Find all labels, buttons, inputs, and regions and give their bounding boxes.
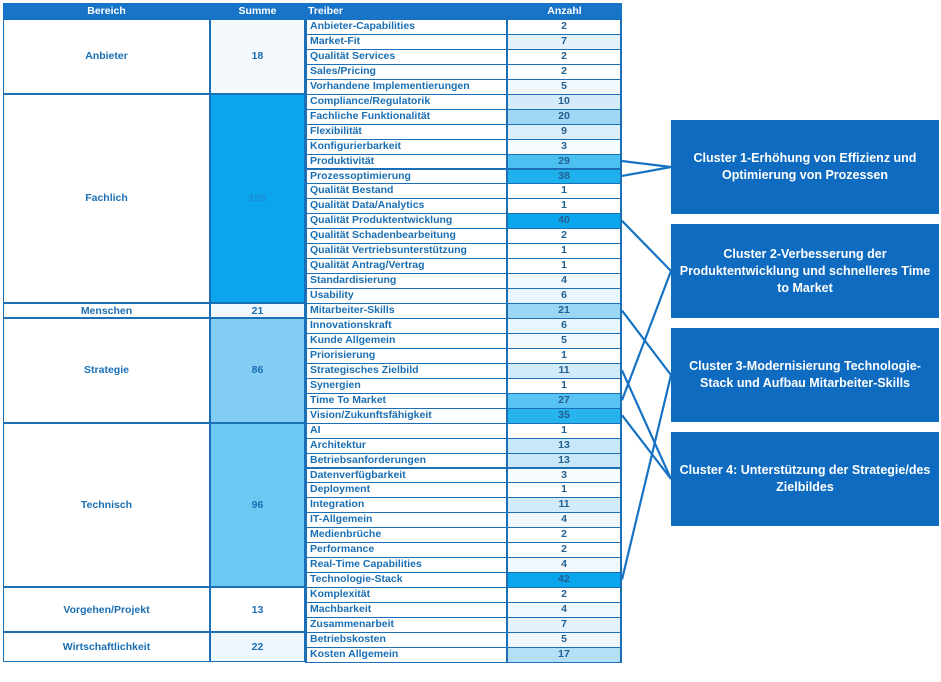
driver-name-cell: Strategisches Zielbild bbox=[305, 363, 507, 379]
driver-name-cell: Deployment bbox=[305, 482, 507, 498]
driver-name-cell: Produktivität bbox=[305, 154, 507, 170]
driver-count-cell: 2 bbox=[507, 64, 622, 80]
group-label: Technisch bbox=[80, 498, 133, 511]
driver-name-cell: IT-Allgemein bbox=[305, 512, 507, 528]
driver-name-cell: Priorisierung bbox=[305, 348, 507, 364]
connector-line bbox=[622, 221, 671, 271]
driver-name-cell: Anbieter-Capabilities bbox=[305, 19, 507, 35]
driver-name-cell: Kosten Allgemein bbox=[305, 647, 507, 663]
driver-name-cell: AI bbox=[305, 423, 507, 439]
driver-count-cell: 1 bbox=[507, 348, 622, 364]
group-label: Menschen bbox=[80, 304, 133, 317]
group-label: Wirtschaftlichkeit bbox=[62, 640, 151, 653]
driver-name-cell: Qualität Vertriebsunterstützung bbox=[305, 243, 507, 259]
driver-count-cell: 1 bbox=[507, 378, 622, 394]
driver-name-cell: Time To Market bbox=[305, 393, 507, 409]
group-label: Fachlich bbox=[85, 192, 128, 205]
driver-name-cell: Machbarkeit bbox=[305, 602, 507, 618]
connector-line bbox=[622, 161, 671, 167]
connector-line bbox=[622, 271, 671, 400]
group-sum-value: 96 bbox=[251, 498, 264, 511]
driver-name-cell: Usability bbox=[305, 288, 507, 304]
header-summe: Summe bbox=[238, 5, 277, 17]
cluster-label: Cluster 4: Unterstützung der Strategie/des Zielbildes bbox=[679, 463, 931, 494]
driver-count-cell: 1 bbox=[507, 258, 622, 274]
driver-count-cell: 7 bbox=[507, 34, 622, 50]
driver-name-cell: Betriebskosten bbox=[305, 632, 507, 648]
group-sum-value: 86 bbox=[251, 364, 264, 377]
connector-line bbox=[622, 311, 671, 375]
cluster-box-2 bbox=[671, 224, 939, 318]
driver-name-cell: Betriebsanforderungen bbox=[305, 453, 507, 469]
driver-name-cell: Vorhandene Implementierungen bbox=[305, 79, 507, 95]
driver-count-cell: 2 bbox=[507, 542, 622, 558]
driver-name-cell: Real-Time Capabilities bbox=[305, 557, 507, 573]
driver-count-cell: 2 bbox=[507, 19, 622, 35]
driver-count-cell: 3 bbox=[507, 139, 622, 155]
driver-name-cell: Flexibilität bbox=[305, 124, 507, 140]
driver-count-cell: 40 bbox=[507, 213, 622, 229]
driver-name-cell: Synergien bbox=[305, 378, 507, 394]
driver-count-cell: 1 bbox=[507, 243, 622, 259]
header-treiber: Treiber bbox=[308, 5, 344, 17]
driver-count-cell: 9 bbox=[507, 124, 622, 140]
driver-count-cell: 1 bbox=[507, 183, 622, 199]
driver-count-cell: 1 bbox=[507, 198, 622, 214]
driver-count-cell: 1 bbox=[507, 423, 622, 439]
driver-count-cell: 38 bbox=[507, 169, 622, 185]
driver-name-cell: Zusammenarbeit bbox=[305, 617, 507, 633]
driver-count-cell: 6 bbox=[507, 318, 622, 334]
driver-name-cell: Qualität Data/Analytics bbox=[305, 198, 507, 214]
driver-count-cell: 29 bbox=[507, 154, 622, 170]
cluster-label: Cluster 1-Erhöhung von Effizienz und Optimierung von Prozessen bbox=[693, 151, 917, 182]
group-label: Anbieter bbox=[85, 50, 128, 63]
driver-name-cell: Medienbrüche bbox=[305, 527, 507, 543]
driver-name-cell: Innovationskraft bbox=[305, 318, 507, 334]
driver-count-cell: 11 bbox=[507, 363, 622, 379]
driver-count-cell: 42 bbox=[507, 572, 622, 588]
driver-count-cell: 35 bbox=[507, 408, 622, 424]
driver-name-cell: Prozessoptimierung bbox=[305, 169, 507, 185]
driver-name-cell: Datenverfügbarkeit bbox=[305, 468, 507, 484]
driver-name-cell: Qualität Schadenbearbeitung bbox=[305, 228, 507, 244]
driver-name-cell: Mitarbeiter-Skills bbox=[305, 303, 507, 319]
driver-name-cell: Fachliche Funktionalität bbox=[305, 109, 507, 125]
driver-name-cell: Sales/Pricing bbox=[305, 64, 507, 80]
driver-count-cell: 6 bbox=[507, 288, 622, 304]
group-sum-value: 13 bbox=[251, 603, 264, 616]
cluster-label: Cluster 2-Verbesserung der Produktentwicklung und schnelleres Time to Market bbox=[679, 246, 931, 295]
driver-count-cell: 10 bbox=[507, 94, 622, 110]
driver-name-cell: Kunde Allgemein bbox=[305, 333, 507, 349]
driver-count-cell: 1 bbox=[507, 482, 622, 498]
driver-count-cell: 4 bbox=[507, 273, 622, 289]
group-sum-value: 22 bbox=[251, 640, 264, 653]
cluster-box-4 bbox=[671, 432, 939, 526]
driver-count-cell: 3 bbox=[507, 468, 622, 484]
driver-name-cell: Integration bbox=[305, 497, 507, 513]
driver-name-cell: Qualität Produktentwicklung bbox=[305, 213, 507, 229]
driver-name-cell: Komplexität bbox=[305, 587, 507, 603]
driver-count-cell: 5 bbox=[507, 79, 622, 95]
connector-line bbox=[622, 375, 671, 580]
driver-name-cell: Vision/Zukunftsfähigkeit bbox=[305, 408, 507, 424]
connector-line bbox=[622, 167, 671, 176]
driver-count-cell: 4 bbox=[507, 512, 622, 528]
driver-count-cell: 2 bbox=[507, 49, 622, 65]
cluster-label: Cluster 3-Modernisierung Technologie-Stack und Aufbau Mitarbeiter-Skills bbox=[689, 359, 921, 390]
group-label: Strategie bbox=[84, 364, 129, 377]
driver-count-cell: 2 bbox=[507, 228, 622, 244]
cluster-box-3 bbox=[671, 328, 939, 422]
driver-name-cell: Qualität Bestand bbox=[305, 183, 507, 199]
driver-count-cell: 4 bbox=[507, 602, 622, 618]
driver-name-cell: Qualität Antrag/Vertrag bbox=[305, 258, 507, 274]
group-sum-value: 18 bbox=[251, 50, 264, 63]
cluster-box-1 bbox=[671, 120, 939, 214]
driver-name-cell: Architektur bbox=[305, 438, 507, 454]
driver-count-cell: 27 bbox=[507, 393, 622, 409]
driver-count-cell: 5 bbox=[507, 333, 622, 349]
group-sum-value: 165 bbox=[248, 192, 267, 205]
driver-name-cell: Compliance/Regulatorik bbox=[305, 94, 507, 110]
driver-count-cell: 13 bbox=[507, 438, 622, 454]
driver-name-cell: Market-Fit bbox=[305, 34, 507, 50]
driver-count-cell: 4 bbox=[507, 557, 622, 573]
driver-name-cell: Technologie-Stack bbox=[305, 572, 507, 588]
driver-name-cell: Performance bbox=[305, 542, 507, 558]
driver-count-cell: 13 bbox=[507, 453, 622, 469]
header-bereich: Bereich bbox=[87, 5, 126, 17]
driver-name-cell: Konfigurierbarkeit bbox=[305, 139, 507, 155]
driver-count-cell: 7 bbox=[507, 617, 622, 633]
driver-name-cell: Qualität Services bbox=[305, 49, 507, 65]
driver-count-cell: 21 bbox=[507, 303, 622, 319]
group-sum-value: 21 bbox=[251, 304, 264, 317]
driver-count-cell: 5 bbox=[507, 632, 622, 648]
driver-count-cell: 2 bbox=[507, 587, 622, 603]
driver-name-cell: Standardisierung bbox=[305, 273, 507, 289]
header-anzahl: Anzahl bbox=[547, 5, 582, 17]
driver-count-cell: 2 bbox=[507, 527, 622, 543]
driver-count-cell: 11 bbox=[507, 497, 622, 513]
group-label: Vorgehen/Projekt bbox=[63, 603, 150, 616]
driver-count-cell: 17 bbox=[507, 647, 622, 663]
driver-count-cell: 20 bbox=[507, 109, 622, 125]
